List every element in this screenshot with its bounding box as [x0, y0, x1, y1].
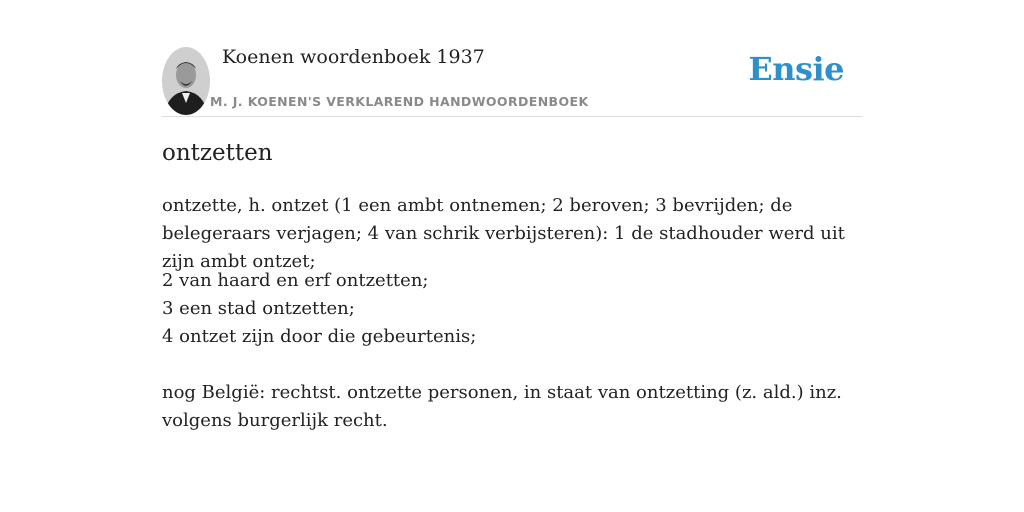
dictionary-header	[162, 0, 862, 117]
entry-examples	[162, 267, 862, 351]
book-title[interactable]: Koenen woordenboek 1937	[222, 46, 485, 68]
book-subtitle: M. J. KOENEN'S VERKLAREND HANDWOORDENBOEK	[210, 94, 589, 109]
example-line: 4 ontzet zijn door die gebeurtenis;	[162, 326, 477, 347]
ensie-logo-link[interactable]: Ensie	[748, 50, 844, 88]
author-portrait-icon	[162, 47, 210, 115]
page-content	[162, 0, 862, 431]
example-line: 3 een stad ontzetten;	[162, 298, 355, 319]
entry-definition: ontzette, h. ontzet (1 een ambt ontnemen; 2 beroven; 3 bevrijden; de belegeraars verjagen; 4 van schrik verbijsteren): 1 de stadhouder werd uit zijn ambt ontzet;	[162, 195, 845, 272]
entry-note: nog België: rechtst. ontzette personen, in staat van ontzetting (z. ald.) inz. volgens burgerlijk recht.	[162, 382, 842, 431]
example-line: 2 van haard en erf ontzetten;	[162, 270, 429, 291]
entry-headword: ontzetten	[162, 140, 273, 166]
